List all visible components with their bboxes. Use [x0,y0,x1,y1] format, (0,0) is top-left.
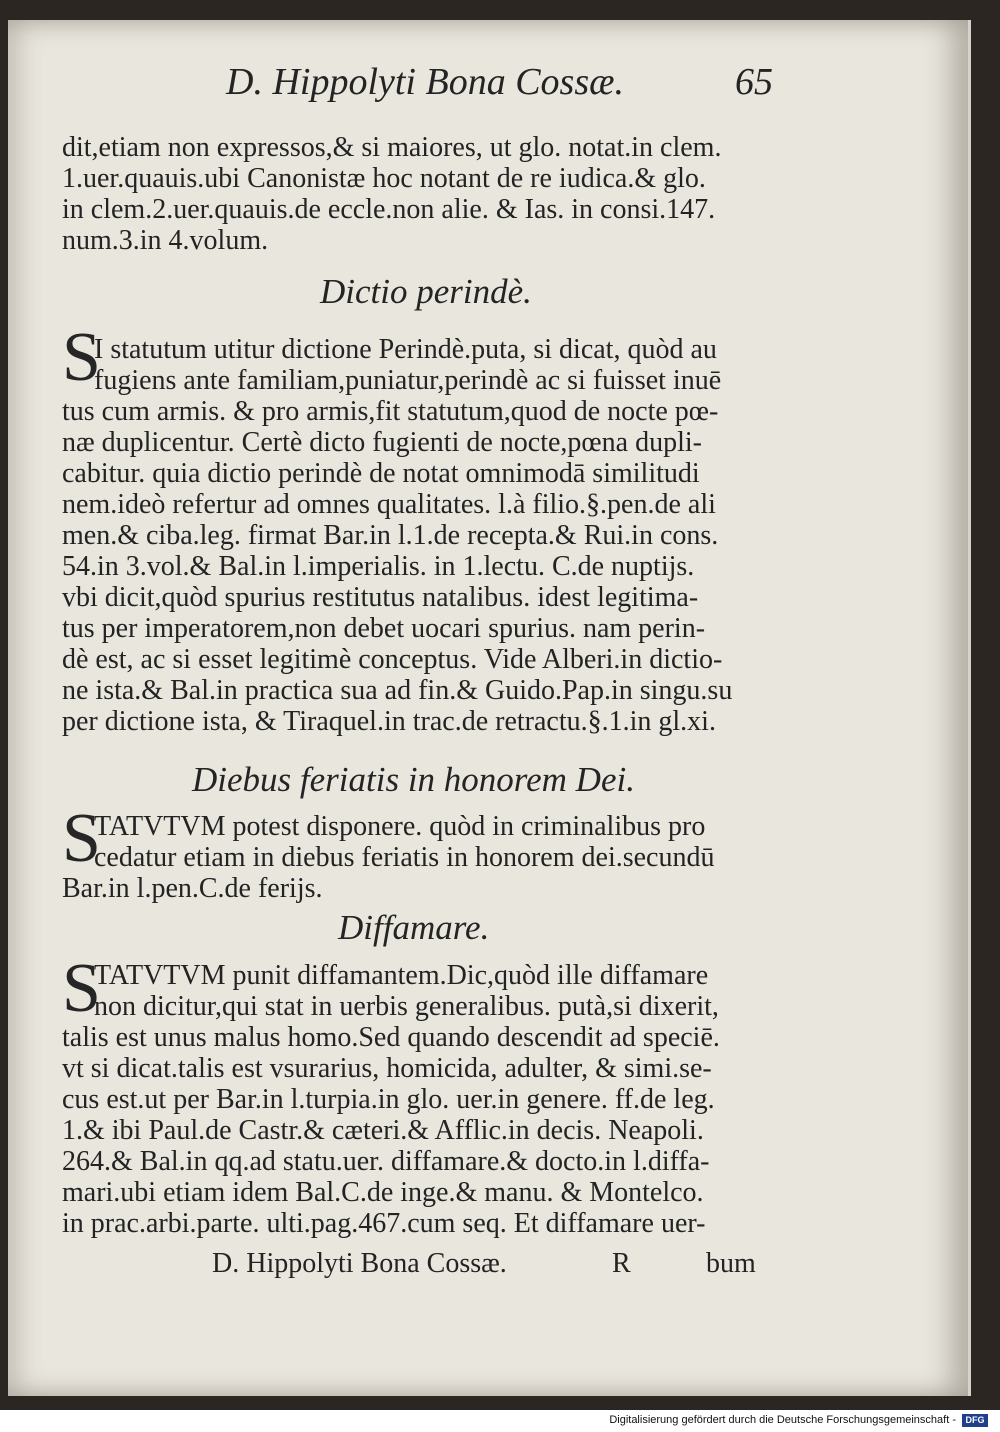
section-1-line-5: cabitur. quia dictio perindè de notat omnimodā similitudi [62,458,700,489]
dropcap-section-2: S [62,800,101,877]
section-1-text-continued [62,396,812,737]
section-3-line-1: TATVTVM punit diffamantem.Dic,quòd ille diffamare [94,960,709,991]
dropcap-section-1: S [62,319,101,396]
section-1-line-13: per dictione ista, & Tiraquel.in trac.de retractu.§.1.in gl.xi. [62,706,716,737]
section-2-line-2: cedatur etiam in diebus feriatis in honorem dei.secundū [94,842,715,873]
section-1-line-11: dè est, ac si esset legitimè conceptus. Vide Alberi.in dictio- [62,644,723,675]
section-3-line-6: 1.& ibi Paul.de Castr.& cæteri.& Afflic.in decis. Neapoli. [62,1115,704,1146]
footer-signature: D. Hippolyti Bona Cossæ. [212,1248,507,1279]
intro-line-3: in clem.2.uer.quauis.de eccle.non alie. & Ias. in consi.147. [62,194,716,225]
section-2-text [94,811,844,873]
section-1-line-6: nem.ideò refertur ad omnes qualitates. l.à filio.§.pen.de ali [62,489,716,520]
section-3-text-continued [62,1022,812,1239]
intro-line-2: 1.uer.quauis.ubi Canonistæ hoc notant de re iudica.& glo. [62,163,706,194]
intro-line-4: num.3.in 4.volum. [62,225,269,256]
section-3-line-7: 264.& Bal.in qq.ad statu.uer. diffamare.& docto.in l.diffa- [62,1146,710,1177]
dropcap-section-3: S [62,950,101,1027]
digitization-credit: Digitalisierung gefördert durch die Deutsche Forschungsgemeinschaft - [609,1414,956,1426]
section-3-line-3: talis est unus malus homo.Sed quando descendit ad speciē. [62,1022,720,1053]
section-1-line-10: tus per imperatorem,non debet uocari spurius. nam perin- [62,613,706,644]
section-1-line-4: næ duplicentur. Certè dicto fugienti de nocte,pœna dupli- [62,427,702,458]
section-1-line-12: ne ista.& Bal.in practica sua ad fin.& Guido.Pap.in singu.su [62,675,733,706]
section-heading-dictio-perinde: Dictio perindè. [320,272,532,311]
section-1-line-8: 54.in 3.vol.& Bal.in l.imperialis. in 1.lectu. C.de nuptijs. [62,551,695,582]
footer-signature-mark: R [612,1248,631,1279]
intro-line-1: dit,etiam non expressos,& si maiores, ut glo. notat.in clem. [62,132,722,163]
section-1-line-9: vbi dicit,quòd spurius restitutus natalibus. idest legitima- [62,582,699,613]
running-title: D. Hippolyti Bona Cossæ. [226,61,624,103]
section-3-line-5: cus est.ut per Bar.in l.turpia.in glo. uer.in genere. ff.de leg. [62,1084,715,1115]
section-3-line-4: vt si dicat.talis est vsurarius, homicida, adulter, & simi.se- [62,1053,712,1084]
section-1-line-1: I statutum utitur dictione Perindè.puta, si dicat, quòd au [94,334,717,365]
section-2-line-1: TATVTVM potest disponere. quòd in criminalibus pro [94,811,706,842]
footer-catchword: bum [706,1248,756,1279]
section-1-text [94,334,844,396]
section-3-line-8: mari.ubi etiam idem Bal.C.de inge.& manu. & Montelco. [62,1177,704,1208]
section-heading-diffamare: Diffamare. [338,908,490,947]
section-1-line-3: tus cum armis. & pro armis,fit statutum,quod de nocte pœ- [62,396,719,427]
section-1-line-7: men.& ciba.leg. firmat Bar.in l.1.de recepta.& Rui.in cons. [62,520,719,551]
section-3-line-2: non dicitur,qui stat in uerbis generalibus. putà,si dixerit, [94,991,719,1022]
page-number: 65 [735,61,773,103]
section-2-text-continued [62,873,812,904]
section-heading-diebus-feriatis: Diebus feriatis in honorem Dei. [192,760,635,799]
section-3-text [94,960,844,1022]
section-2-line-3: Bar.in l.pen.C.de ferijs. [62,873,323,904]
section-1-line-2: fugiens ante familiam,puniatur,perindè ac si fuisset inuē [94,365,722,396]
dfg-logo-icon: DFG [962,1414,988,1427]
section-3-line-9: in prac.arbi.parte. ulti.pag.467.cum seq. Et diffamare uer- [62,1208,706,1239]
intro-paragraph [62,132,812,256]
